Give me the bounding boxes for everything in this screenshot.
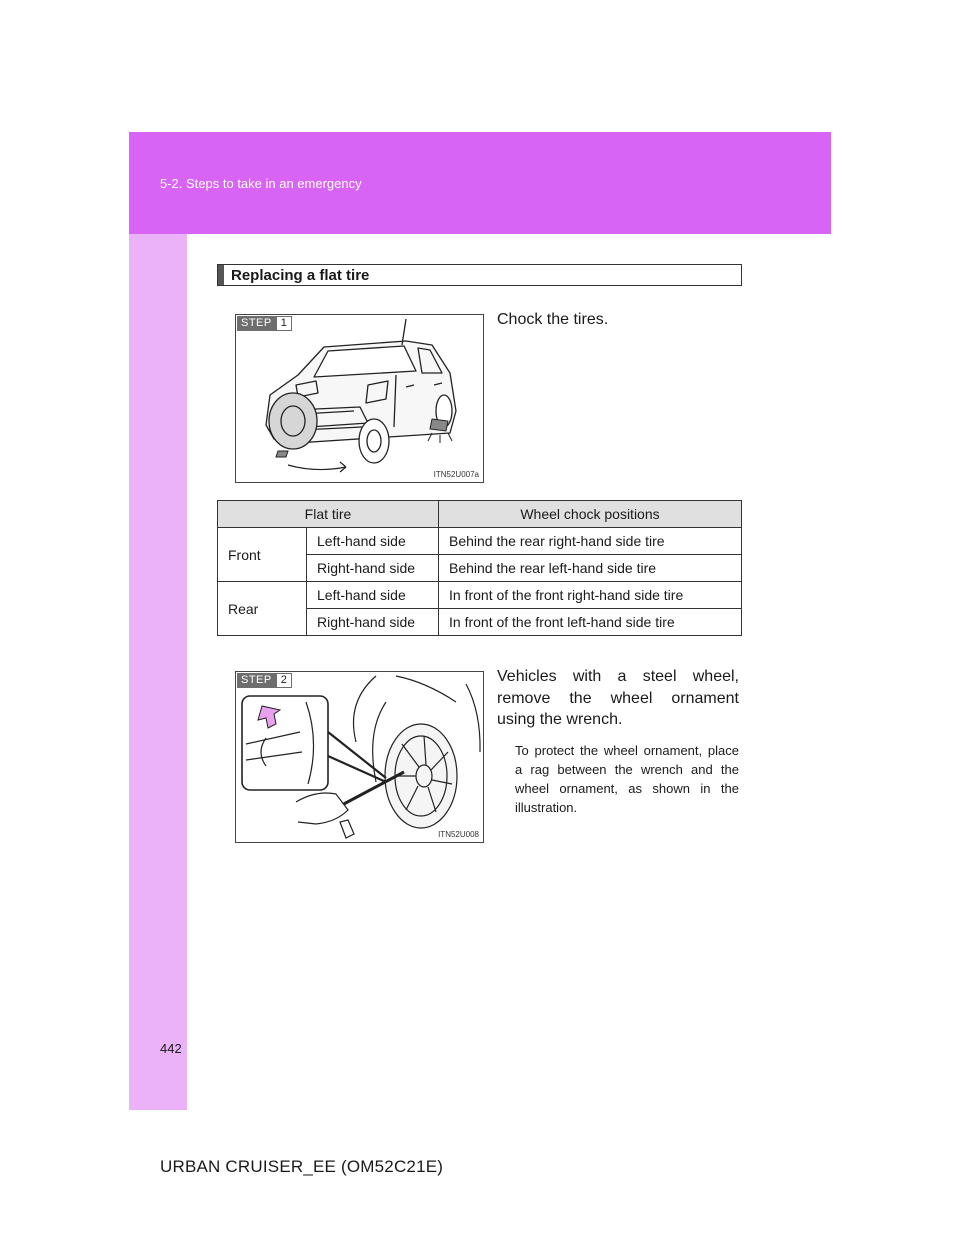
- table-row: [218, 528, 742, 555]
- breadcrumb: 5-2. Steps to take in an emergency: [160, 176, 362, 191]
- step2-text-line: remove the wheel ornament: [497, 689, 739, 707]
- table-cell-side: Right-hand side: [307, 609, 439, 636]
- step1-image-code: ITN52U007a: [433, 470, 479, 479]
- wheel-ornament-illustration: [236, 672, 485, 844]
- step2-figure: [235, 671, 484, 843]
- step2-text-line: using the wrench.: [497, 711, 623, 728]
- table-row: [218, 582, 742, 609]
- table-cell-side: Left-hand side: [307, 528, 439, 555]
- footer-text: URBAN CRUISER_EE (OM52C21E): [160, 1157, 444, 1176]
- table-cell-group: Front: [218, 528, 307, 582]
- step2-badge-label: STEP: [237, 673, 276, 688]
- section-title: Replacing a flat tire: [231, 267, 370, 284]
- side-strip: [129, 234, 187, 1110]
- step1-badge: [237, 316, 292, 331]
- step1-figure: [235, 314, 484, 483]
- table-cell-side: Right-hand side: [307, 555, 439, 582]
- section-title-accent: [218, 265, 224, 285]
- step1-badge-number: 1: [276, 316, 292, 331]
- table-cell-group: Rear: [218, 582, 307, 636]
- step2-text-line: Vehicles with a steel wheel,: [497, 668, 739, 685]
- step2-text: [497, 666, 739, 731]
- table-header-chock-positions: Wheel chock positions: [439, 501, 742, 528]
- step1-badge-label: STEP: [237, 316, 276, 331]
- table-cell-position: Behind the rear left-hand side tire: [439, 555, 742, 582]
- car-chock-illustration: [236, 315, 485, 484]
- table-cell-side: Left-hand side: [307, 582, 439, 609]
- page-number: 442: [160, 1041, 182, 1056]
- section-title-bar: [217, 264, 742, 286]
- table-header-row: [218, 501, 742, 528]
- step2-badge-number: 2: [276, 673, 292, 688]
- step2-image-code: ITN52U008: [438, 830, 479, 839]
- table-cell-position: In front of the front left-hand side tire: [439, 609, 742, 636]
- table-header-flat-tire: Flat tire: [218, 501, 439, 528]
- step1-text: Chock the tires.: [497, 311, 609, 328]
- step2-note: To protect the wheel ornament, place a rag between the wrench and the wheel ornament, as shown in the illustration.: [515, 743, 739, 815]
- table-cell-position: In front of the front right-hand side tire: [439, 582, 742, 609]
- table-cell-position: Behind the rear right-hand side tire: [439, 528, 742, 555]
- step2-badge: [237, 673, 292, 688]
- wheel-chock-table: [217, 500, 742, 636]
